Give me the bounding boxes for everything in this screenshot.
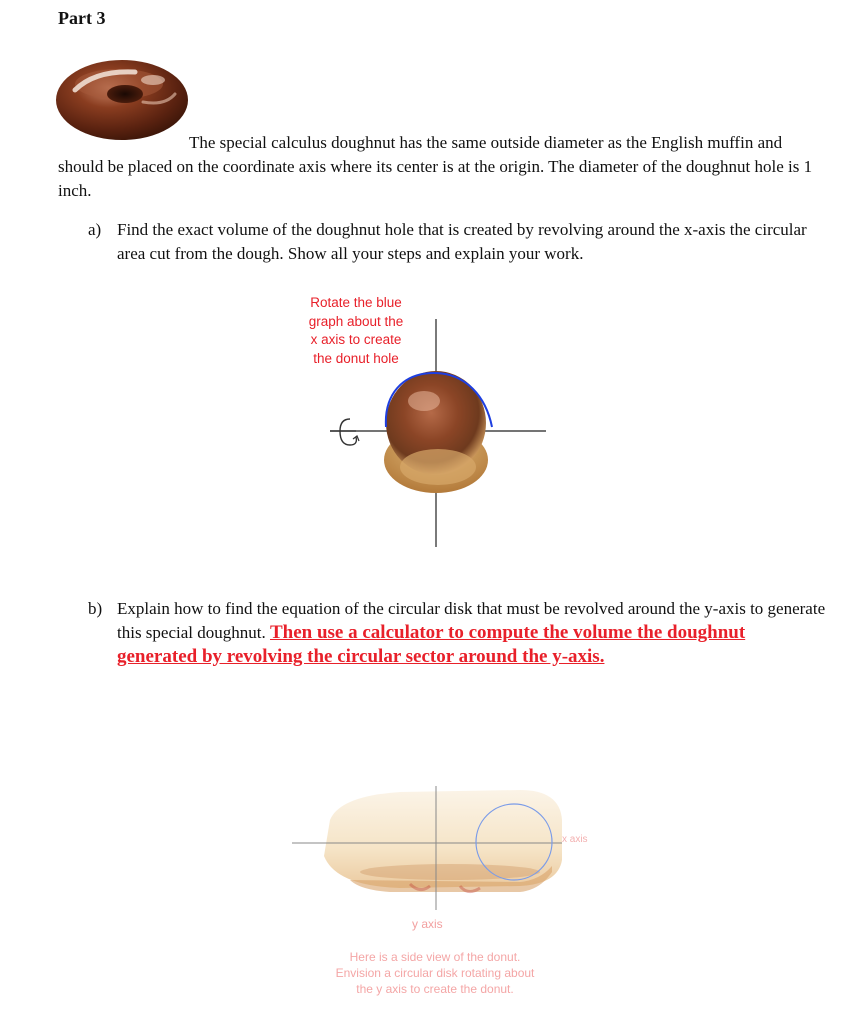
rotation-arrow-icon	[330, 419, 356, 445]
question-b-text: Explain how to find the equation of the circular disk that must be revolved around the y-axis to generate this special doughnut.	[117, 599, 826, 642]
chocolate-doughnut-image	[55, 58, 190, 142]
intro-paragraph: The special calculus doughnut has the same outside diameter as the English muffin and should be placed on the coordinate axis where its center is at the origin. The diameter of the doughnut hole is 1 inch.	[58, 133, 813, 200]
question-b-label: b)	[88, 599, 103, 618]
question-b	[88, 597, 828, 669]
figure-b-caption: Here is a side view of the donut. Envision a circular disk rotating about the y axis to create the donut.	[335, 950, 535, 996]
figure-a-note: Rotate the blue graph about the x axis to create the donut hole	[308, 295, 404, 366]
x-axis-label: x axis	[562, 834, 588, 845]
donut-side-view-figure	[290, 780, 610, 920]
question-b-emphasis: Then use a calculator to compute the volume the doughnut generated by revolving the circular sector around the y-axis.	[117, 622, 746, 667]
part-heading: Part 3	[58, 8, 106, 28]
question-a-text: Find the exact volume of the doughnut hole that is created by revolving around the x-axis the circular area cut from the dough. Show all your steps and explain your work.	[117, 220, 807, 263]
donut-hole-figure	[330, 315, 550, 550]
y-axis-label: y axis	[412, 917, 443, 931]
question-a	[88, 218, 828, 266]
question-a-label: a)	[88, 220, 102, 239]
